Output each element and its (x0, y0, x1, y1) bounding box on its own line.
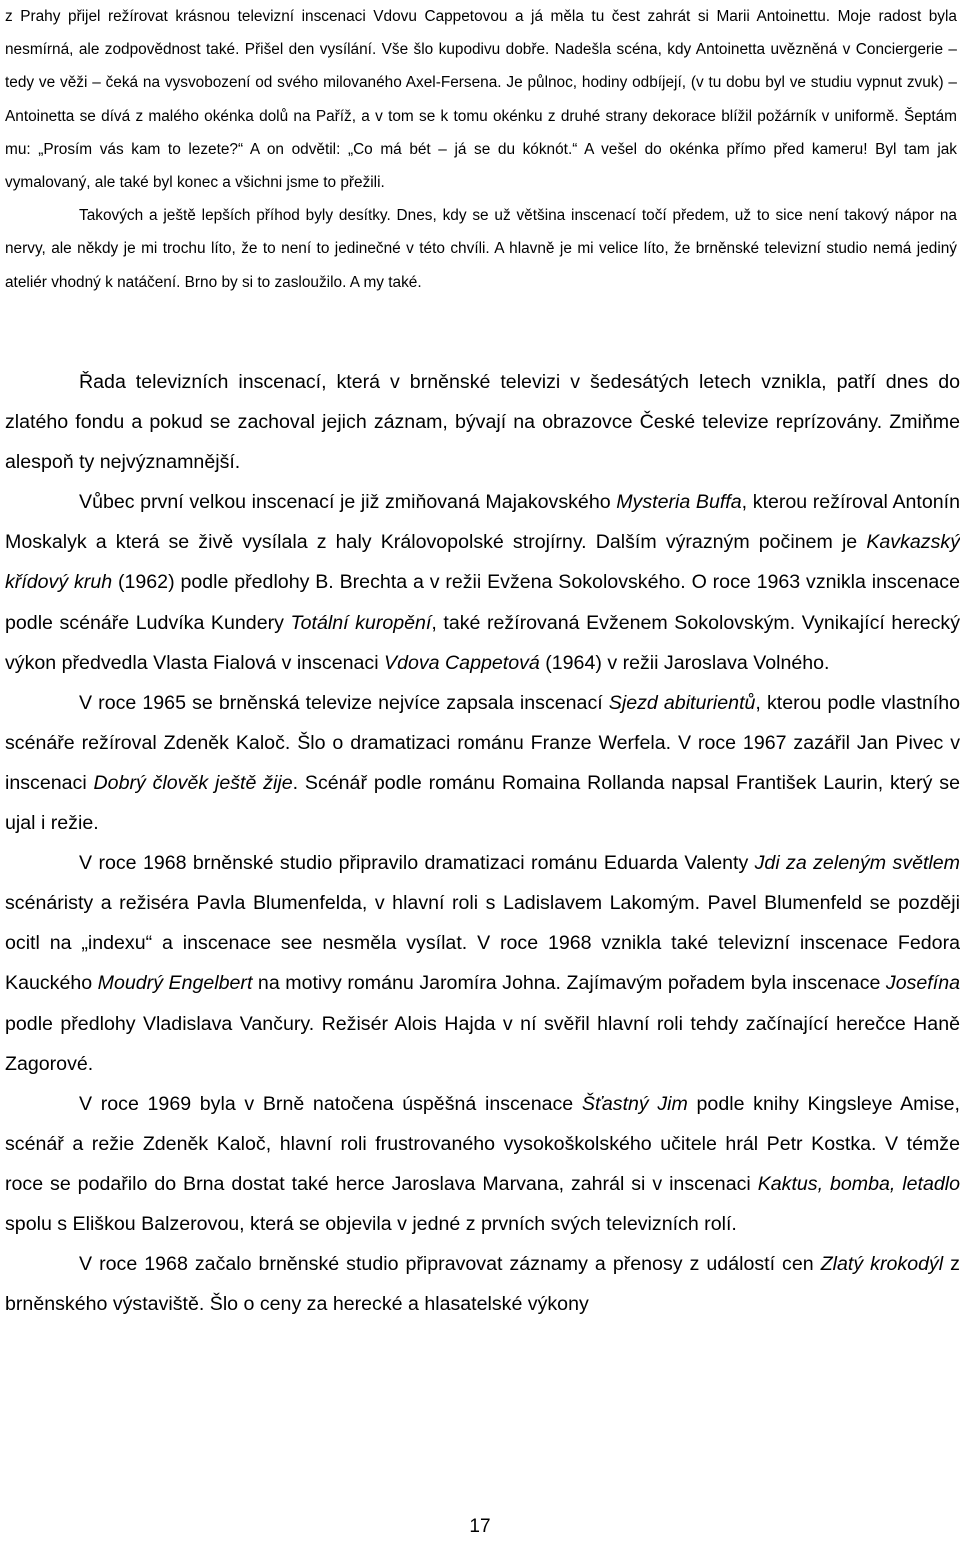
title-zlaty-krokodyl: Zlatý krokodýl (820, 1253, 944, 1276)
text-segment: Vůbec první velkou inscenací je již zmiňovaná Majakovského (79, 491, 617, 514)
text-segment: podle předlohy Vladislava Vančury. Režisér Alois Hajda v ní svěřil hlavní roli tehdy začínající herečce Haně Zagorové. (5, 1012, 960, 1075)
intro-paragraph-1: z Prahy přijel režírovat krásnou televizní inscenaci Vdovu Cappetovou a já měla tu čest zahrát si Marii Antoinettu. Moje radost byla nesmírná, ale zodpovědnost také. Přišel den vysílání. Vše šlo kupodivu dobře. Nadešla scéna, kdy Antoinetta uvězněná v Conciergerie – tedy ve věži – čeká na vysvobození od svého milovaného Axel-Fersena. Je půlnoc, hodiny odbíjejí, (v tu dobu byl ve studiu vypnut zvuk) – Antoinetta se dívá z malého okénka dolů na Paříž, a v tom se k tomu okénku z druhé strany dekorace blížil požárník v uniformě. Šeptám mu: „Prosím vás kam to lezete?“ A on odvětil: „Co má bét – já se du kóknót.“ A vešel do okénka přímo před kameru! Byl tam jak vymalovaný, ale také byl konec a všichni jsme to přežili. (5, 8, 957, 192)
title-moudry-engelbert: Moudrý Engelbert (97, 972, 253, 995)
text-segment: z brněnského výstaviště. Šlo o ceny za herecké a hlasatelské výkony (5, 1253, 960, 1316)
body-paragraph-5 (5, 1084, 960, 1244)
title-vdova-cappetova: Vdova Cappetová (384, 651, 540, 674)
text-segment: V roce 1968 začalo brněnské studio připravovat záznamy a přenosy z událostí cen (79, 1253, 821, 1276)
title-dobry-clovek-jeste-zije: Dobrý člověk ještě žije (93, 771, 293, 794)
intro-paragraph-2: Takových a ještě lepších příhod byly desítky. Dnes, kdy se už většina inscenací točí předem, už to sice není takový nápor na nervy, ale někdy je mi trochu líto, že to není to jedinečné v této chvíli. A hlavně je mi velice líto, že brněnské televizní studio nemá jediný ateliér vhodný k natáčení. Brno by si to zasloužilo. A my také. (5, 207, 957, 291)
title-kaktus-bomba-letadlo: Kaktus, bomba, letadlo (757, 1172, 960, 1195)
text-segment: spolu s Eliškou Balzerovou, která se objevila v jedné z prvních svých televizních rolí. (5, 1212, 737, 1235)
body-paragraph-4 (5, 843, 960, 1084)
title-sjezd-abiturientu: Sjezd abiturientů (608, 691, 756, 714)
title-josefina: Josefína (885, 972, 960, 995)
title-kavkazsky-kridovy-kruh: Kavkazský křídový kruh (5, 531, 960, 594)
text-segment: , kterou režíroval Antonín Moskalyk a která se živě vysílala z haly Královopolské strojírny. Dalším výrazným počinem je (5, 491, 960, 554)
main-text-section (5, 362, 960, 1324)
text-segment: , také režírovaná Evženem Sokolovským. Vynikající herecký výkon předvedla Vlasta Fialová v inscenaci (5, 611, 960, 674)
intro-section (5, 0, 957, 299)
body-paragraph-1: Řada televizních inscenací, která v brněnské televizi v šedesátých letech vznikla, patří dnes do zlatého fondu a pokud se zachoval jejich záznam, bývají na obrazovce České televize reprízovány. Zmiňme alespoň ty nejvýznamnější. (5, 371, 960, 474)
text-segment: na motivy románu Jaromíra Johna. Zajímavým pořadem byla inscenace (252, 972, 886, 995)
text-segment: , kterou podle vlastního scénáře režíroval Zdeněk Kaloč. Šlo o dramatizaci románu Franze Werfela. V roce 1967 zazářil Jan Pivec v inscenaci (5, 691, 960, 794)
text-segment: podle knihy Kingsleye Amise, scénář a režie Zdeněk Kaloč, hlavní roli frustrovaného vysokoškolského učitele hrál Petr Kostka. V témže roce se podařilo do Brna dostat také herce Jaroslava Marvana, zahrál si v inscenaci (5, 1092, 960, 1195)
text-segment: V roce 1965 se brněnská televize nejvíce zapsala inscenací (79, 691, 609, 714)
text-segment: V roce 1968 brněnské studio připravilo dramatizaci románu Eduarda Valenty (79, 852, 755, 875)
text-segment: . Scénář podle románu Romaina Rollanda napsal František Laurin, který se ujal i režie. (5, 771, 960, 835)
body-paragraph-6 (5, 1244, 960, 1324)
text-segment: (1964) v režii Jaroslava Volného. (539, 651, 830, 674)
text-segment: (1962) podle předlohy B. Brechta a v režii Evžena Sokolovského. O roce 1963 vznikla inscenace podle scénáře Ludvíka Kundery (5, 571, 960, 634)
body-paragraph-3 (5, 683, 960, 843)
text-segment: V roce 1969 byla v Brně natočena úspěšná inscenace (79, 1092, 582, 1115)
text-segment: scénáristy a režiséra Pavla Blumenfelda, v hlavní roli s Ladislavem Lakomým. Pavel Blumenfeld se později ocitl na „indexu“ a inscenace see nesměla vysílat. V roce 1968 vznikla také televizní inscenace Fedora Kauckého (5, 892, 960, 995)
page-number: 17 (469, 1516, 491, 1537)
body-paragraph-2 (5, 482, 960, 682)
title-jdi-za-zelenym-svetlem: Jdi za zeleným světlem (754, 852, 960, 875)
title-mysteria-buffa: Mysteria Buffa (616, 491, 742, 514)
title-stastny-jim: Šťastný Jim (581, 1092, 688, 1115)
title-totalni-kuropeni: Totální kuropění (290, 611, 432, 634)
